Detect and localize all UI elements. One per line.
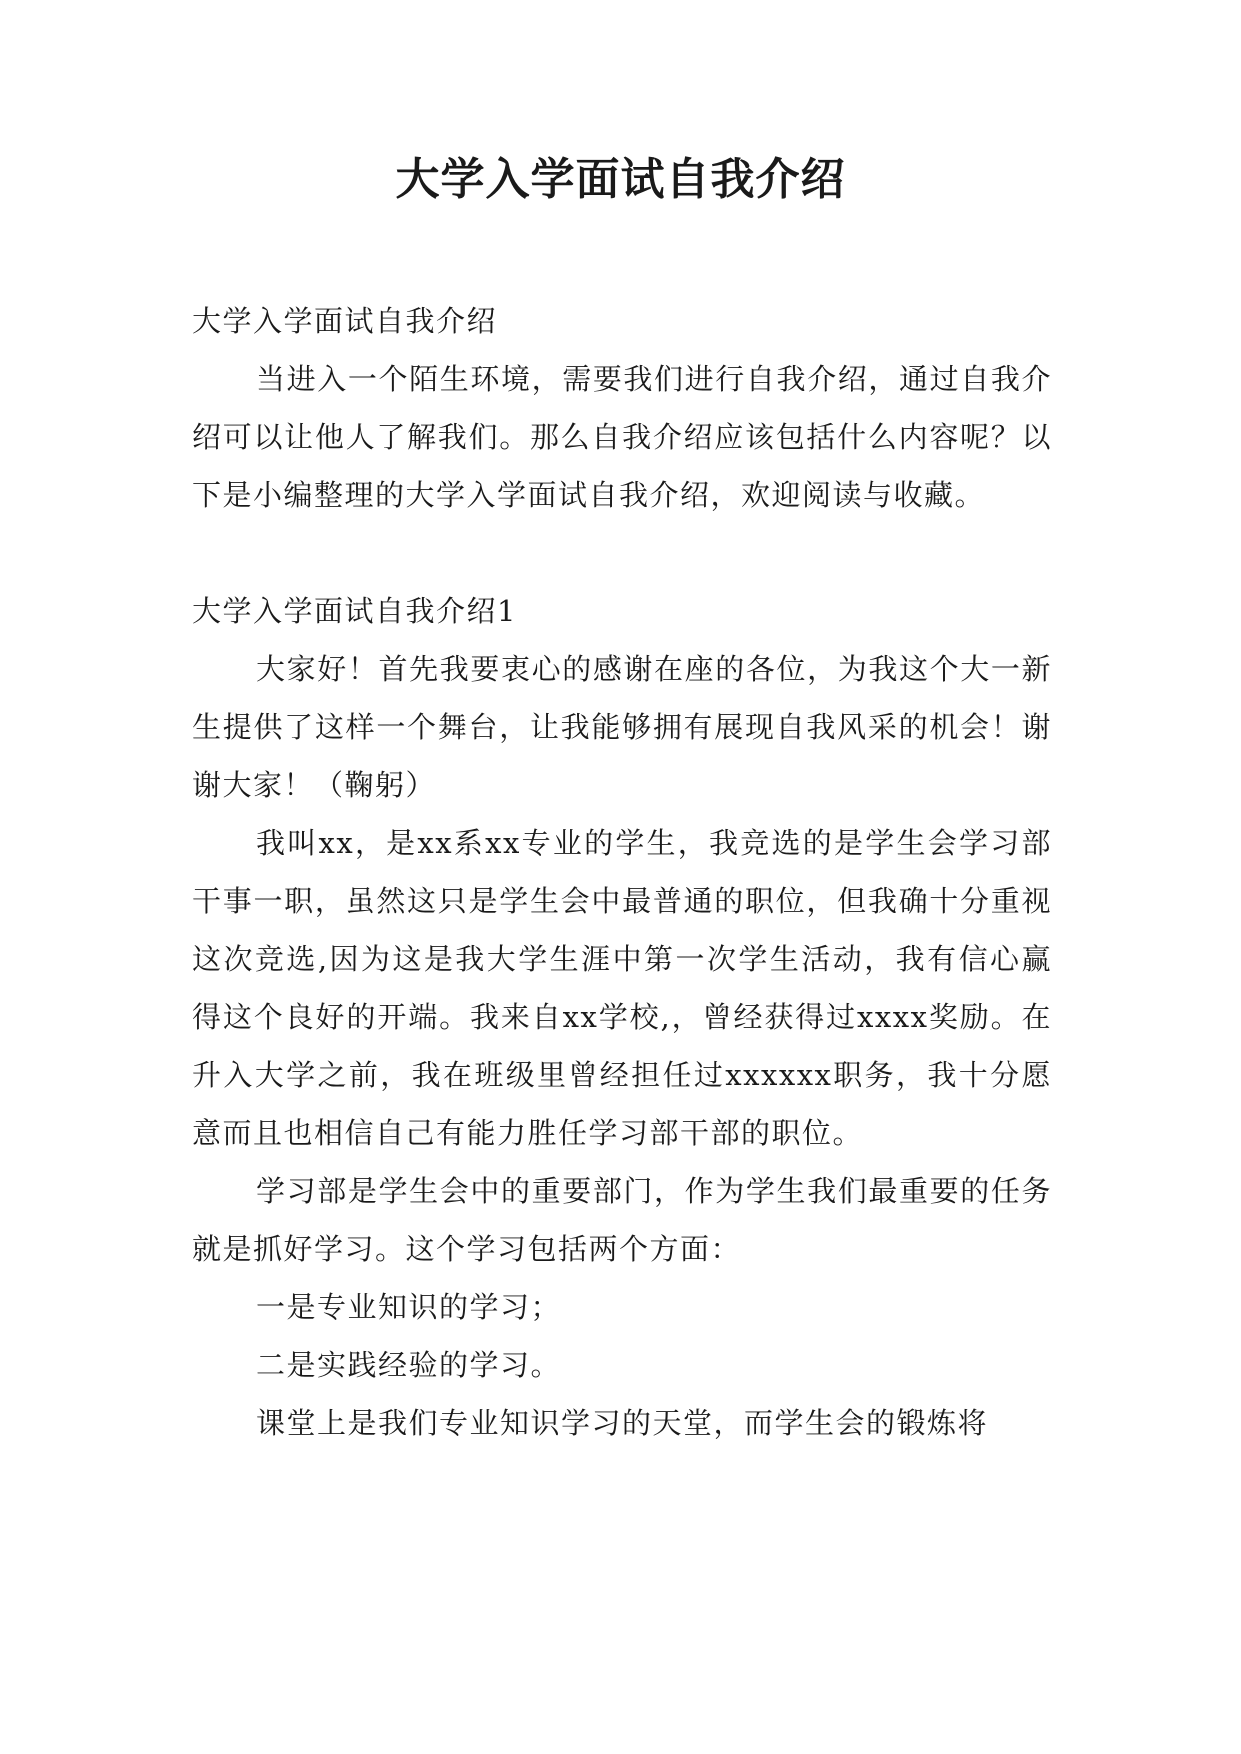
section-spacer [192, 524, 1052, 582]
intro-paragraph: 当进入一个陌生环境，需要我们进行自我介绍，通过自我介绍可以让他人了解我们。那么自我介绍应该包括什么内容呢？以下是小编整理的大学入学面试自我介绍，欢迎阅读与收藏。 [192, 362, 1052, 512]
document-title: 大学入学面试自我介绍 [395, 154, 846, 205]
body-paragraph: 大家好！首先我要衷心的感谢在座的各位，为我这个大一新生提供了这样一个舞台，让我能够拥有展现自我风采的机会！谢谢大家！（鞠躬） [192, 652, 1052, 802]
subtitle-line: 大学入学面试自我介绍 [192, 304, 498, 338]
body-paragraph: 学习部是学生会中的重要部门，作为学生我们最重要的任务就是抓好学习。这个学习包括两个方面： [192, 1174, 1052, 1266]
list-item: 二是实践经验的学习。 [256, 1348, 562, 1382]
body-paragraph: 课堂上是我们专业知识学习的天堂，而学生会的锻炼将 [256, 1406, 989, 1440]
list-item: 一是专业知识的学习； [256, 1290, 562, 1324]
document-body [192, 292, 1052, 1452]
section-heading: 大学入学面试自我介绍1 [192, 594, 517, 628]
body-paragraph: 我叫xx，是xx系xx专业的学生，我竞选的是学生会学习部干事一职，虽然这只是学生会中最普通的职位，但我确十分重视这次竞选,因为这是我大学生涯中第一次学生活动，我有信心赢得这个良好的开端。我来自xx学校,，曾经获得过xxxx奖励。在升入大学之前，我在班级里曾经担任过xxxxxx职务，我十分愿意而且也相信自己有能力胜任学习部干部的职位。 [192, 826, 1052, 1150]
